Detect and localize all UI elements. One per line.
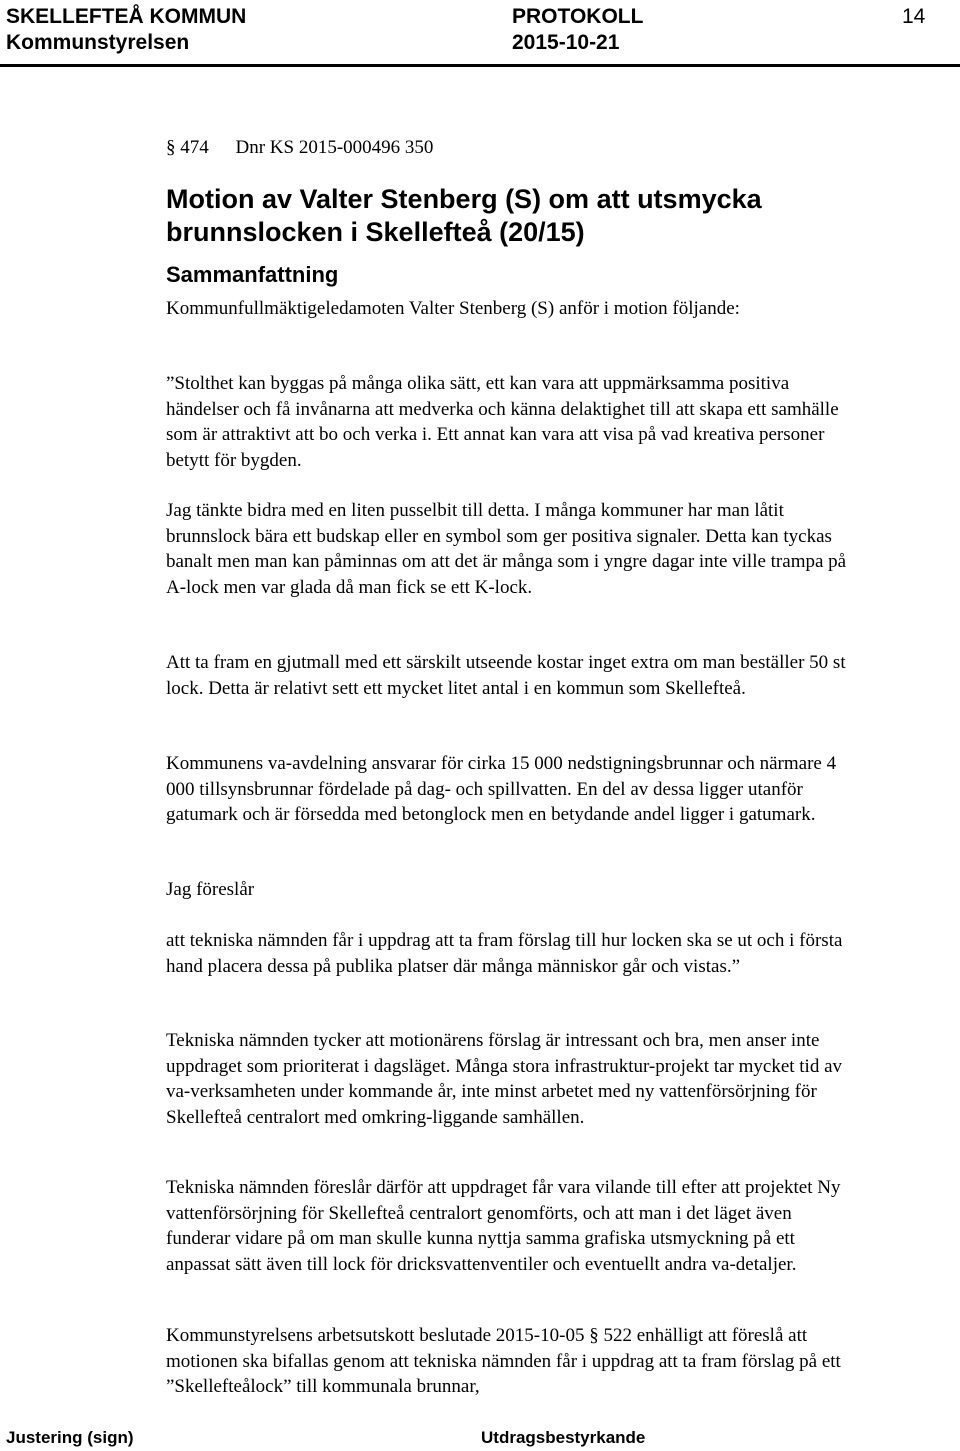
committee-name: Kommunstyrelsen [6, 31, 190, 54]
paragraph-working-committee-decision [166, 1323, 856, 1400]
decision-text-start: Kommunstyrelsens arbetsutskott beslutade 2015-10-05 [166, 1325, 590, 1346]
paragraph-technical-committee-proposal: Tekniska nämnden föreslår därför att uppdraget får vara vilande till efter att projektet Ny vattenförsörjning för Skellefteå centralort genomförts, och att man i det läget även funderar vidare på om man skulle kunna nyttja samma grafiska utsmyckning på ett anpassat sätt även till lock för dricksvattenventiler och eventuellt andra va-detaljer. [166, 1177, 841, 1275]
registration-number: Dnr KS 2015-000496 350 [235, 137, 434, 158]
organization-name: SKELLEFTEÅ KOMMUN [6, 5, 247, 28]
summary-heading: Sammanfattning [166, 262, 339, 287]
section-reference [166, 136, 433, 160]
footer-signature-label: Justering (sign) [6, 1428, 134, 1447]
page-number: 14 [902, 5, 926, 28]
paragraph-quote-3: Att ta fram en gjutmall med ett särskilt utseende kostar inget extra om man beställer 50 st lock. Detta är relativt sett ett mycket litet antal i en kommun som Skellefteå. [166, 652, 846, 699]
section-symbol: § [166, 137, 176, 158]
paragraph-quote-1: ”Stolthet kan byggas på många olika sätt, ett kan vara att uppmärksamma positiva händelser och få invånarna att medverka och känna delaktighet till att skapa ett samhälle som är attraktivt att bo och verka i. Ett annat kan vara att visa på vad kreativa personer betytt för bygden. [166, 373, 839, 471]
meeting-date: 2015-10-21 [512, 31, 620, 54]
decision-text-end: 522 enhälligt att föreslå att motionen ska bifallas genom att tekniska nämnden får i uppdrag att ta fram förslag på ett ”Skellefteålock” till kommunala brunnar, [166, 1325, 841, 1397]
motion-title: Motion av Valter Stenberg (S) om att utsmycka brunnslocken i Skellefteå (20/15) [166, 184, 762, 247]
paragraph-quote-2: Jag tänkte bidra med en liten pusselbit till detta. I många kommuner har man låtit brunnslock bära ett budskap eller en symbol som ger positiva signaler. Detta kan tyckas banalt men man kan påminnas om att det är många som i yngre dagar inte ville trampa på A-lock men var glada då man fick se ett K-lock. [166, 500, 847, 598]
paragraph-proposal-heading: Jag föreslår [166, 879, 255, 900]
paragraph-intro: Kommunfullmäktigeledamoten Valter Stenberg (S) anför i motion följande: [166, 298, 740, 319]
paragraph-quote-4: Kommunens va-avdelning ansvarar för cirka 15 000 nedstigningsbrunnar och närmare 4 000 tillsynsbrunnar fördelade på dag- och spillvatten. En del av dessa ligger utanför gatumark och är försedda med betonglock men en betydande andel ligger i gatumark. [166, 753, 837, 825]
document-type: PROTOKOLL [512, 5, 644, 28]
paragraph-technical-committee-opinion: Tekniska nämnden tycker att motionärens förslag är intressant och bra, men anser inte uppdraget som prioriterat i dagsläget. Många stora infrastruktur-projekt tar mycket tid av va-verksamheten under kommande år, inte minst arbetet med ny vattenförsörjning för Skellefteå centralort med omkring-liggande samhällen. [166, 1030, 843, 1128]
paragraph-proposal: att tekniska nämnden får i uppdrag att ta fram förslag till hur locken ska se ut och i första hand placera dessa på publika platser där många människor går och vistas.” [166, 930, 843, 977]
section-number: 474 [180, 137, 209, 158]
header-divider [0, 64, 960, 67]
decision-section-symbol: § [589, 1325, 599, 1346]
footer-certification-label: Utdragsbestyrkande [481, 1428, 646, 1447]
